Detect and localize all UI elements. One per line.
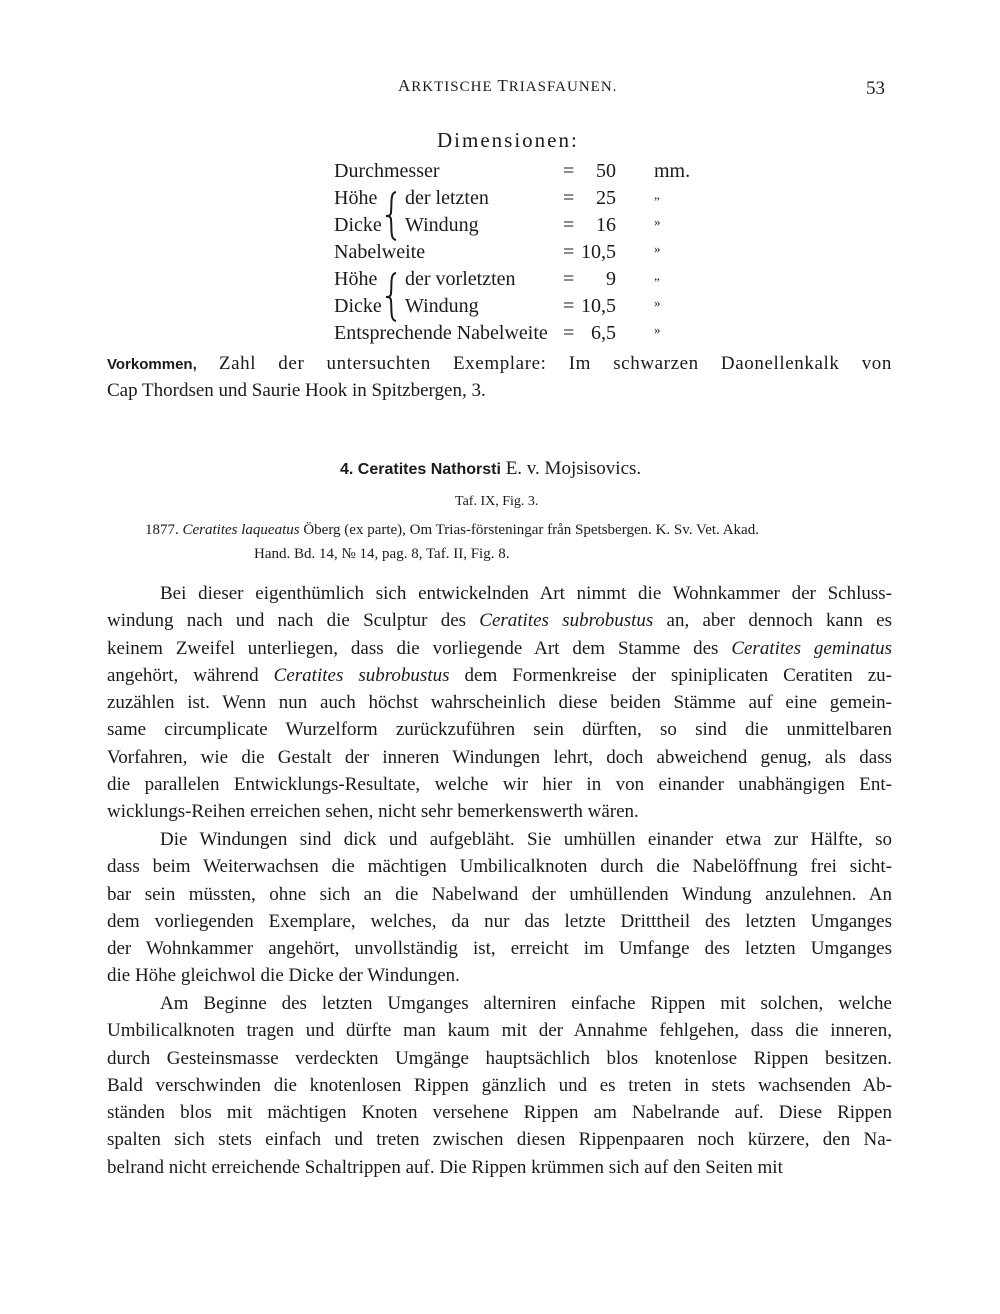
synonymy-line-2: Hand. Bd. 14, № 14, pag. 8, Taf. II, Fig. 8.	[254, 546, 510, 562]
species-heading	[340, 458, 641, 480]
dimension-equals: =	[563, 160, 575, 182]
running-header-word-2: RIASFAUNEN.	[508, 79, 618, 95]
brace-icon	[384, 271, 400, 323]
text-line: spalten sich stets einfach und treten zwischen diesen Rippenpaaren noch kürzere, den Na-	[107, 1129, 892, 1151]
text-line: belrand nicht erreichende Schaltrippen auf. Die Rippen krümmen sich auf den Seiten mit	[107, 1156, 783, 1178]
occurrence-line-2: Cap Thordsen und Saurie Hook in Spitzbergen, 3.	[107, 380, 486, 401]
dimension-value: 6,5	[591, 322, 616, 344]
dimension-label: Höhe	[334, 187, 378, 209]
text-line: Die Windungen sind dick und aufgebläht. Sie umhüllen einander etwa zur Hälfte, so	[160, 829, 892, 850]
dimension-row	[0, 160, 1000, 187]
text-line: keinem Zweifel unterliegen, dass die vorliegende Art dem Stamme des Ceratites geminatus	[107, 637, 892, 659]
text-line: dass beim Weiterwachsen die mächtigen Umbilicalknoten durch die Nabelöffnung frei sicht-	[107, 856, 892, 878]
text-line: windung nach und nach die Sculptur des Ceratites subrobustus an, aber dennoch kann es	[107, 610, 892, 632]
text-line: same circumplicate Wurzelform zurückzuführen sein dürften, so sind die unmittelbaren	[107, 719, 892, 741]
text-line: dem vorliegenden Exemplare, welches, da nur das letzte Dritttheil des letzten Umganges	[107, 910, 892, 932]
text-line: Am Beginne des letzten Umganges alterniren einfache Rippen mit solchen, welche	[160, 993, 892, 1014]
running-header-initial-2: T	[497, 76, 509, 95]
plate-reference: Taf. IX, Fig. 3.	[455, 494, 539, 509]
taxon-name: Ceratites geminatus	[731, 637, 892, 659]
running-header-initial-1: A	[398, 76, 412, 95]
dimension-unit: »	[654, 214, 661, 229]
dimension-value: 10,5	[581, 241, 616, 263]
dimensions-title: Dimensionen:	[437, 128, 579, 152]
dimension-sublabel: der vorletzten	[405, 268, 516, 290]
dimension-equals: =	[563, 214, 575, 236]
synonymy-citation: Öberg (ex parte), Om Trias-försteningar från Spetsbergen. K. Sv. Vet. Akad.	[299, 522, 759, 538]
synonymy-taxon: Ceratites laqueatus	[182, 522, 300, 538]
running-header-word-1: RKTISCHE	[411, 79, 498, 95]
taxon-name: Ceratites subrobustus	[479, 610, 654, 632]
dimension-value: 50	[596, 160, 616, 182]
text-line: die parallelen Entwicklungs-Resultate, welche wir hier in von einander unabhängigen Ent-	[107, 774, 892, 796]
occurrence-paragraph	[107, 350, 892, 377]
text-line: Vorfahren, wie die Gestalt der inneren Windungen lehrt, doch abweichend genug, als dass	[107, 746, 892, 768]
dimension-value: 25	[596, 187, 616, 209]
text-line: Bald verschwinden die knotenlosen Rippen gänzlich und es treten in stets wachsenden Ab-	[107, 1074, 892, 1096]
text-line: Bei dieser eigenthümlich sich entwickelnden Art nimmt die Wohnkammer der Schluss-	[160, 583, 892, 604]
running-header	[398, 76, 617, 96]
dimension-value: 16	[596, 214, 616, 236]
text-line: bar sein müssten, ohne sich an die Nabelwand der umhüllenden Windung anzulehnen. An	[107, 883, 892, 905]
body-paragraph-1	[107, 580, 892, 826]
taxon-name: Ceratites subrobustus	[273, 664, 450, 686]
text-line: wicklungs-Reihen erreichen sehen, nicht sehr bemerkenswerth wären.	[107, 801, 639, 823]
dimension-label: Höhe	[334, 268, 378, 290]
occurrence-text: Zahl der untersuchten Exemplare: Im schwarzen Daonellenkalk von	[196, 353, 892, 374]
brace-icon	[384, 190, 400, 242]
dimension-row	[0, 214, 1000, 241]
page-number: 53	[866, 78, 885, 99]
text-line: angehört, während Ceratites subrobustus dem Formenkreise der spiniplicaten Ceratiten zu-	[107, 664, 892, 686]
dimension-row	[0, 187, 1000, 214]
dimension-equals: =	[563, 268, 575, 290]
dimension-equals: =	[563, 241, 575, 263]
dimension-value: 10,5	[581, 295, 616, 317]
text-line: die Höhe gleichwol die Dicke der Windungen.	[107, 965, 460, 987]
dimension-unit: »	[654, 241, 661, 256]
dimension-equals: =	[563, 187, 575, 209]
dimension-unit: mm.	[654, 160, 691, 182]
text-line: durch Gesteinsmasse verdeckten Umgänge hauptsächlich blos knotenlose Rippen besitzen.	[107, 1047, 892, 1069]
dimension-label: Dicke	[334, 214, 382, 236]
dimension-sublabel: Windung	[405, 295, 479, 317]
dimension-equals: =	[563, 322, 575, 344]
dimension-label: Dicke	[334, 295, 382, 317]
dimension-unit: »	[654, 295, 661, 310]
dimension-sublabel: der letzten	[405, 187, 489, 209]
occurrence-lead: Vorkommen,	[107, 356, 197, 373]
dimension-unit: „	[654, 187, 660, 202]
body-paragraph-3	[107, 990, 892, 1181]
dimension-unit: „	[654, 268, 660, 283]
dimension-row	[0, 268, 1000, 295]
dimension-equals: =	[563, 295, 575, 317]
text-line: ständen blos mit mächtigen Knoten versehene Rippen am Nabelrande auf. Diese Rippen	[107, 1102, 892, 1124]
dimension-label: Nabelweite	[334, 241, 426, 263]
dimension-row	[0, 295, 1000, 322]
dimension-sublabel: Windung	[405, 214, 479, 236]
text-line: der Wohnkammer angehört, unvollständig ist, erreicht im Umfange des letzten Umganges	[107, 938, 892, 960]
synonymy-year: 1877.	[145, 522, 179, 538]
dimension-label: Durchmesser	[334, 160, 440, 182]
body-paragraph-2	[107, 826, 892, 990]
dimension-label: Entsprechende Nabelweite	[334, 322, 548, 344]
text-line: zuzählen ist. Wenn nun auch höchst wahrscheinlich diese beiden Stämme auf eine gemein-	[107, 692, 892, 714]
dimension-row	[0, 241, 1000, 268]
species-author: E. v. Mojsisovics.	[500, 458, 642, 479]
dimension-unit: »	[654, 322, 661, 337]
text-line: Umbilicalknoten tragen und dürfte man kaum mit der Annahme fehlgehen, dass die inneren,	[107, 1020, 892, 1042]
species-name: 4. Ceratites Nathorsti	[340, 461, 501, 478]
synonymy-line-1	[145, 522, 759, 539]
dimension-row	[0, 322, 1000, 349]
dimension-value: 9	[606, 268, 616, 290]
